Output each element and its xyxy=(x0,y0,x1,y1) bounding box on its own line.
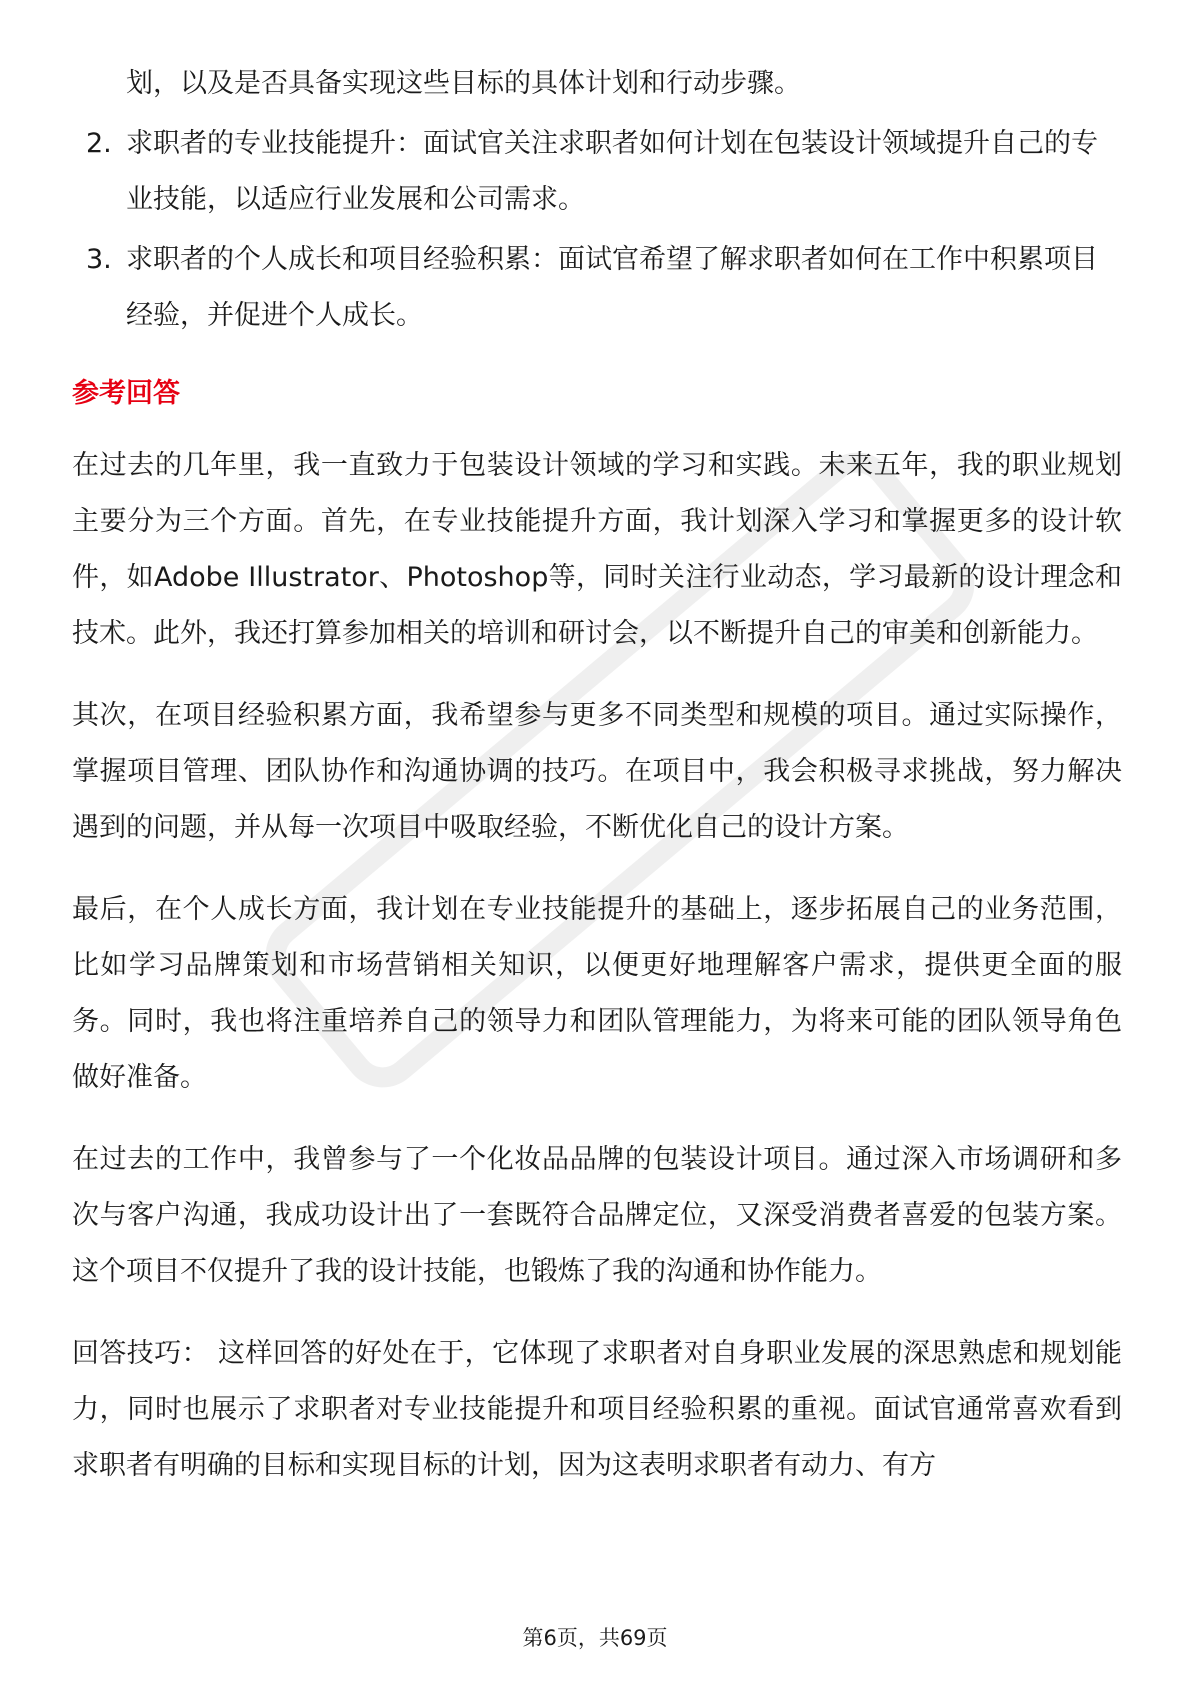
list-item-continuation: 划，以及是否具备实现这些目标的具体计划和行动步骤。 xyxy=(126,68,801,99)
paragraph: 回答技巧： 这样回答的好处在于，它体现了求职者对自身职业发展的深思熟虑和规划能力，同时也展示了求职者对专业技能提升和项目经验积累的重视。面试官通常喜欢看到求职者有明确的目标和实现目标的计划，因为这表明求职者有动力、有方 xyxy=(72,1338,1122,1481)
page-footer: 第6页，共69页 xyxy=(522,1626,668,1650)
list-number: 3. xyxy=(86,244,112,275)
paragraph: 在过去的几年里，我一直致力于包装设计领域的学习和实践。未来五年，我的职业规划主要分为三个方面。首先，在专业技能提升方面，我计划深入学习和掌握更多的设计软件，如Adobe Illustrator、Photoshop等，同时关注行业动态，学习最新的设计理念和技术。此外，我还打算参加相关的培训和研讨会，以不断提升自己的审美和创新能力。 xyxy=(72,450,1122,649)
list-text: 求职者的专业技能提升：面试官关注求职者如何计划在包装设计领域提升自己的专业技能，以适应行业发展和公司需求。 xyxy=(126,128,1098,215)
paragraph: 最后，在个人成长方面，我计划在专业技能提升的基础上，逐步拓展自己的业务范围，比如学习品牌策划和市场营销相关知识，以便更好地理解客户需求，提供更全面的服务。同时，我也将注重培养自己的领导力和团队管理能力，为将来可能的团队领导角色做好准备。 xyxy=(72,894,1122,1093)
content-area xyxy=(72,56,1122,1520)
paragraph: 其次，在项目经验积累方面，我希望参与更多不同类型和规模的项目。通过实际操作，掌握项目管理、团队协作和沟通协调的技巧。在项目中，我会积极寻求挑战，努力解决遇到的问题，并从每一次项目中吸取经验，不断优化自己的设计方案。 xyxy=(72,700,1122,843)
list-item xyxy=(72,232,1122,344)
list-item xyxy=(72,116,1122,228)
numbered-list xyxy=(72,116,1122,344)
paragraph: 在过去的工作中，我曾参与了一个化妆品品牌的包装设计项目。通过深入市场调研和多次与客户沟通，我成功设计出了一套既符合品牌定位，又深受消费者喜爱的包装方案。这个项目不仅提升了我的设计技能，也锻炼了我的沟通和协作能力。 xyxy=(72,1144,1122,1287)
list-number: 2. xyxy=(86,128,112,159)
section-title: 参考回答 xyxy=(72,378,180,409)
list-text: 求职者的个人成长和项目经验积累：面试官希望了解求职者如何在工作中积累项目经验，并促进个人成长。 xyxy=(126,244,1098,331)
